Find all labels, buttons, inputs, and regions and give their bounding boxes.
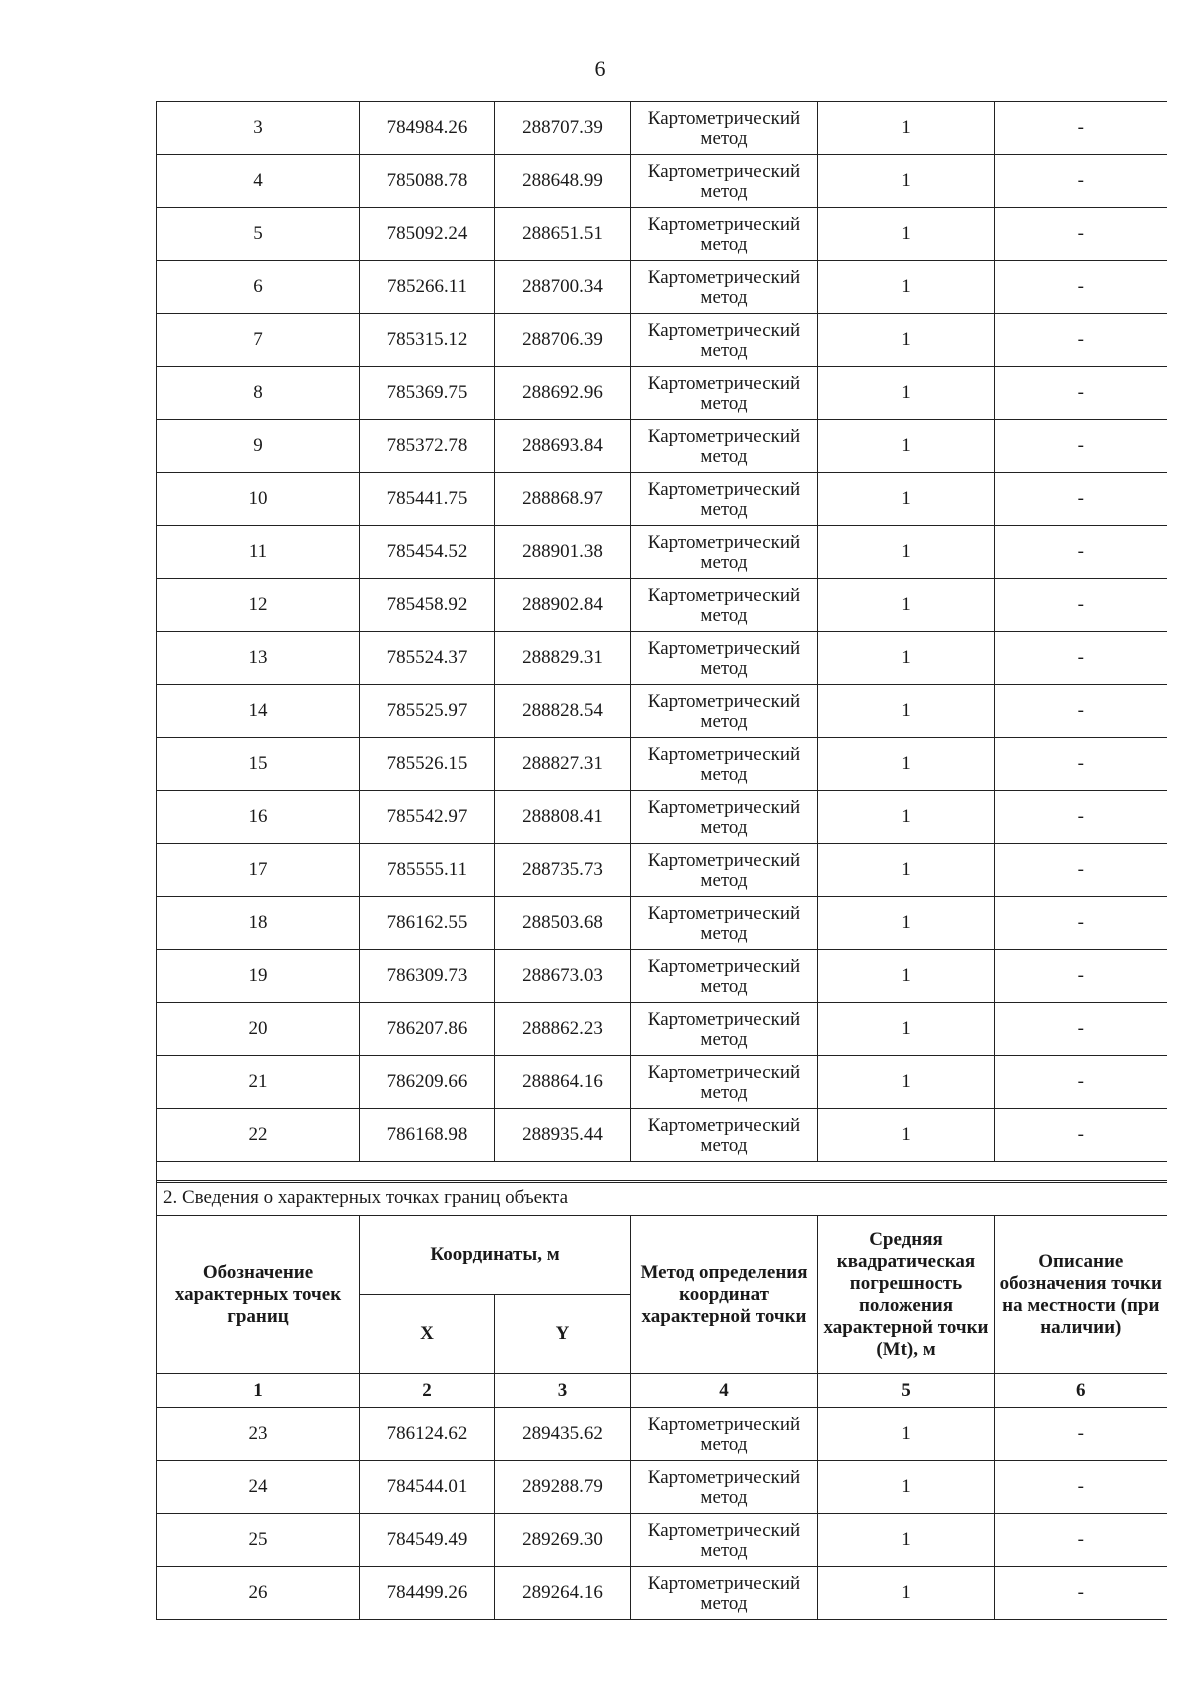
description-cell: - xyxy=(995,791,1167,844)
method-cell: Картометрический метод xyxy=(631,208,818,261)
table-row xyxy=(157,738,1167,791)
x-coordinate-cell: 784544.01 xyxy=(360,1461,495,1514)
point-cell: 9 xyxy=(157,420,360,473)
point-cell: 11 xyxy=(157,526,360,579)
page-number: 6 xyxy=(594,56,606,81)
mt-cell: 1 xyxy=(818,1514,995,1567)
column-number: 5 xyxy=(818,1374,995,1408)
mt-cell: 1 xyxy=(818,844,995,897)
point-cell: 4 xyxy=(157,155,360,208)
header-row-1 xyxy=(157,1216,1167,1295)
description-cell: - xyxy=(995,579,1167,632)
section-title: 2. Сведения о характерных точках границ объекта xyxy=(157,1181,1167,1216)
method-cell: Картометрический метод xyxy=(631,1567,818,1620)
table-row xyxy=(157,1461,1167,1514)
y-coordinate-cell: 288692.96 xyxy=(495,367,631,420)
description-cell: - xyxy=(995,314,1167,367)
header-x: X xyxy=(360,1295,495,1374)
x-coordinate-cell: 785441.75 xyxy=(360,473,495,526)
mt-cell: 1 xyxy=(818,950,995,1003)
y-coordinate-cell: 288693.84 xyxy=(495,420,631,473)
table-row xyxy=(157,632,1167,685)
x-coordinate-cell: 786209.66 xyxy=(360,1056,495,1109)
x-coordinate-cell: 785524.37 xyxy=(360,632,495,685)
description-cell: - xyxy=(995,1003,1167,1056)
table-row xyxy=(157,367,1167,420)
point-cell: 7 xyxy=(157,314,360,367)
table-row xyxy=(157,208,1167,261)
x-coordinate-cell: 785454.52 xyxy=(360,526,495,579)
y-coordinate-cell: 288868.97 xyxy=(495,473,631,526)
table-row xyxy=(157,261,1167,314)
description-cell: - xyxy=(995,526,1167,579)
mt-cell: 1 xyxy=(818,261,995,314)
section-title-row xyxy=(157,1181,1167,1216)
point-cell: 3 xyxy=(157,102,360,155)
mt-cell: 1 xyxy=(818,526,995,579)
mt-cell: 1 xyxy=(818,1567,995,1620)
mt-cell: 1 xyxy=(818,1461,995,1514)
method-cell: Картометрический метод xyxy=(631,950,818,1003)
table-row xyxy=(157,685,1167,738)
x-coordinate-cell: 786168.98 xyxy=(360,1109,495,1162)
point-cell: 23 xyxy=(157,1408,360,1461)
y-coordinate-cell: 288901.38 xyxy=(495,526,631,579)
y-coordinate-cell: 289264.16 xyxy=(495,1567,631,1620)
method-cell: Картометрический метод xyxy=(631,897,818,950)
point-cell: 17 xyxy=(157,844,360,897)
method-cell: Картометрический метод xyxy=(631,579,818,632)
method-cell: Картометрический метод xyxy=(631,314,818,367)
mt-cell: 1 xyxy=(818,632,995,685)
method-cell: Картометрический метод xyxy=(631,844,818,897)
description-cell: - xyxy=(995,155,1167,208)
point-cell: 13 xyxy=(157,632,360,685)
table-row xyxy=(157,897,1167,950)
description-cell: - xyxy=(995,632,1167,685)
x-coordinate-cell: 784984.26 xyxy=(360,102,495,155)
header-method: Метод определения координат характерной точки xyxy=(631,1216,818,1374)
table-row xyxy=(157,526,1167,579)
header-description: Описание обозначения точки на местности (при наличии) xyxy=(995,1216,1167,1374)
y-coordinate-cell: 288902.84 xyxy=(495,579,631,632)
x-coordinate-cell: 785525.97 xyxy=(360,685,495,738)
table-row xyxy=(157,1514,1167,1567)
x-coordinate-cell: 785372.78 xyxy=(360,420,495,473)
method-cell: Картометрический метод xyxy=(631,1109,818,1162)
table-body xyxy=(157,1408,1167,1620)
point-cell: 14 xyxy=(157,685,360,738)
mt-cell: 1 xyxy=(818,1109,995,1162)
mt-cell: 1 xyxy=(818,1003,995,1056)
description-cell: - xyxy=(995,1109,1167,1162)
point-cell: 15 xyxy=(157,738,360,791)
y-coordinate-cell: 288700.34 xyxy=(495,261,631,314)
mt-cell: 1 xyxy=(818,1056,995,1109)
table-body xyxy=(157,102,1167,1162)
method-cell: Картометрический метод xyxy=(631,791,818,844)
description-cell: - xyxy=(995,738,1167,791)
y-coordinate-cell: 289435.62 xyxy=(495,1408,631,1461)
method-cell: Картометрический метод xyxy=(631,1461,818,1514)
description-cell: - xyxy=(995,261,1167,314)
y-coordinate-cell: 288648.99 xyxy=(495,155,631,208)
header-y: Y xyxy=(495,1295,631,1374)
table-row xyxy=(157,1408,1167,1461)
x-coordinate-cell: 785266.11 xyxy=(360,261,495,314)
method-cell: Картометрический метод xyxy=(631,685,818,738)
method-cell: Картометрический метод xyxy=(631,367,818,420)
mt-cell: 1 xyxy=(818,738,995,791)
mt-cell: 1 xyxy=(818,579,995,632)
method-cell: Картометрический метод xyxy=(631,738,818,791)
point-cell: 21 xyxy=(157,1056,360,1109)
column-number: 4 xyxy=(631,1374,818,1408)
y-coordinate-cell: 289269.30 xyxy=(495,1514,631,1567)
point-cell: 6 xyxy=(157,261,360,314)
y-coordinate-cell: 288706.39 xyxy=(495,314,631,367)
mt-cell: 1 xyxy=(818,367,995,420)
x-coordinate-cell: 786309.73 xyxy=(360,950,495,1003)
table-row xyxy=(157,1056,1167,1109)
method-cell: Картометрический метод xyxy=(631,526,818,579)
x-coordinate-cell: 786162.55 xyxy=(360,897,495,950)
mt-cell: 1 xyxy=(818,897,995,950)
mt-cell: 1 xyxy=(818,102,995,155)
x-coordinate-cell: 786207.86 xyxy=(360,1003,495,1056)
y-coordinate-cell: 288808.41 xyxy=(495,791,631,844)
x-coordinate-cell: 785458.92 xyxy=(360,579,495,632)
method-cell: Картометрический метод xyxy=(631,473,818,526)
table-row xyxy=(157,1567,1167,1620)
column-number-row xyxy=(157,1374,1167,1408)
point-cell: 22 xyxy=(157,1109,360,1162)
x-coordinate-cell: 785526.15 xyxy=(360,738,495,791)
mt-cell: 1 xyxy=(818,208,995,261)
table-row xyxy=(157,950,1167,1003)
y-coordinate-cell: 288673.03 xyxy=(495,950,631,1003)
description-cell: - xyxy=(995,1408,1167,1461)
x-coordinate-cell: 785555.11 xyxy=(360,844,495,897)
mt-cell: 1 xyxy=(818,791,995,844)
description-cell: - xyxy=(995,1056,1167,1109)
method-cell: Картометрический метод xyxy=(631,155,818,208)
x-coordinate-cell: 785315.12 xyxy=(360,314,495,367)
table-row xyxy=(157,791,1167,844)
description-cell: - xyxy=(995,685,1167,738)
mt-cell: 1 xyxy=(818,473,995,526)
table-row xyxy=(157,1109,1167,1162)
coordinates-table-continuation xyxy=(156,101,1167,1183)
header-coordinates: Координаты, м xyxy=(360,1216,631,1295)
header-mt: Средняя квадратическая погрешность положения характерной точки (Mt), м xyxy=(818,1216,995,1374)
point-cell: 8 xyxy=(157,367,360,420)
point-cell: 25 xyxy=(157,1514,360,1567)
table-row xyxy=(157,844,1167,897)
description-cell: - xyxy=(995,367,1167,420)
table-row xyxy=(157,102,1167,155)
method-cell: Картометрический метод xyxy=(631,1408,818,1461)
mt-cell: 1 xyxy=(818,420,995,473)
point-cell: 12 xyxy=(157,579,360,632)
description-cell: - xyxy=(995,420,1167,473)
y-coordinate-cell: 288862.23 xyxy=(495,1003,631,1056)
mt-cell: 1 xyxy=(818,685,995,738)
x-coordinate-cell: 785542.97 xyxy=(360,791,495,844)
description-cell: - xyxy=(995,897,1167,950)
column-number: 2 xyxy=(360,1374,495,1408)
y-coordinate-cell: 288651.51 xyxy=(495,208,631,261)
x-coordinate-cell: 784549.49 xyxy=(360,1514,495,1567)
point-cell: 20 xyxy=(157,1003,360,1056)
x-coordinate-cell: 785369.75 xyxy=(360,367,495,420)
boundary-points-table xyxy=(156,1180,1167,1620)
mt-cell: 1 xyxy=(818,314,995,367)
x-coordinate-cell: 786124.62 xyxy=(360,1408,495,1461)
method-cell: Картометрический метод xyxy=(631,1003,818,1056)
description-cell: - xyxy=(995,1567,1167,1620)
method-cell: Картометрический метод xyxy=(631,420,818,473)
method-cell: Картометрический метод xyxy=(631,1056,818,1109)
column-number: 6 xyxy=(995,1374,1167,1408)
column-number: 1 xyxy=(157,1374,360,1408)
point-cell: 5 xyxy=(157,208,360,261)
point-cell: 10 xyxy=(157,473,360,526)
point-cell: 19 xyxy=(157,950,360,1003)
y-coordinate-cell: 288829.31 xyxy=(495,632,631,685)
y-coordinate-cell: 288707.39 xyxy=(495,102,631,155)
description-cell: - xyxy=(995,844,1167,897)
table-row xyxy=(157,420,1167,473)
y-coordinate-cell: 288735.73 xyxy=(495,844,631,897)
mt-cell: 1 xyxy=(818,1408,995,1461)
x-coordinate-cell: 785092.24 xyxy=(360,208,495,261)
table-row xyxy=(157,473,1167,526)
method-cell: Картометрический метод xyxy=(631,632,818,685)
y-coordinate-cell: 288503.68 xyxy=(495,897,631,950)
description-cell: - xyxy=(995,1461,1167,1514)
description-cell: - xyxy=(995,208,1167,261)
point-cell: 24 xyxy=(157,1461,360,1514)
y-coordinate-cell: 288864.16 xyxy=(495,1056,631,1109)
method-cell: Картометрический метод xyxy=(631,261,818,314)
table-row xyxy=(157,314,1167,367)
point-cell: 16 xyxy=(157,791,360,844)
description-cell: - xyxy=(995,1514,1167,1567)
y-coordinate-cell: 288827.31 xyxy=(495,738,631,791)
column-number: 3 xyxy=(495,1374,631,1408)
y-coordinate-cell: 288935.44 xyxy=(495,1109,631,1162)
point-cell: 18 xyxy=(157,897,360,950)
method-cell: Картометрический метод xyxy=(631,1514,818,1567)
description-cell: - xyxy=(995,950,1167,1003)
table-row xyxy=(157,155,1167,208)
description-cell: - xyxy=(995,102,1167,155)
point-cell: 26 xyxy=(157,1567,360,1620)
table-row xyxy=(157,579,1167,632)
header-point: Обозначение характерных точек границ xyxy=(157,1216,360,1374)
y-coordinate-cell: 289288.79 xyxy=(495,1461,631,1514)
y-coordinate-cell: 288828.54 xyxy=(495,685,631,738)
method-cell: Картометрический метод xyxy=(631,102,818,155)
description-cell: - xyxy=(995,473,1167,526)
x-coordinate-cell: 784499.26 xyxy=(360,1567,495,1620)
table-row xyxy=(157,1003,1167,1056)
mt-cell: 1 xyxy=(818,155,995,208)
x-coordinate-cell: 785088.78 xyxy=(360,155,495,208)
